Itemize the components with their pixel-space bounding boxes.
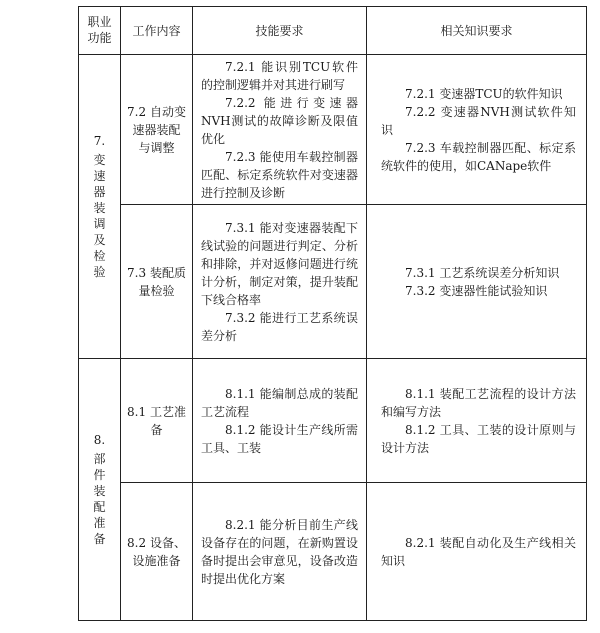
header-skill: 技能要求 [193, 7, 367, 55]
knowledge-item: 7.2.2 变速器NVH测试软件知识 [381, 104, 576, 137]
skill-cell [193, 359, 367, 483]
work-cell: 7.3 装配质量检验 [121, 205, 193, 359]
knowledge-item: 8.1.2 工具、工装的设计原则与设计方法 [381, 422, 576, 455]
work-cell: 8.1 工艺准备 [121, 359, 193, 483]
skill-item: 8.1.2 能设计生产线所需工具、工装 [201, 422, 358, 455]
function-cell-7 [79, 55, 121, 359]
skill-item: 8.1.1 能编制总成的装配工艺流程 [201, 386, 358, 419]
function-name: 部件装配准备 [93, 452, 106, 546]
header-work: 工作内容 [121, 7, 193, 55]
function-number: 8. [93, 433, 106, 447]
table-row [79, 483, 587, 621]
knowledge-item: 7.2.1 变速器TCU的软件知识 [405, 86, 563, 101]
skill-item: 7.3.1 能对变速器装配下线试验的问题进行判定、分析和排除，并对返修问题进行统计分析，制定对策，提升装配下线合格率 [201, 220, 358, 307]
knowledge-cell [367, 359, 587, 483]
knowledge-item: 8.1.1 装配工艺流程的设计方法和编写方法 [381, 386, 576, 419]
competency-table [78, 6, 587, 621]
function-cell-8 [79, 359, 121, 621]
skill-item: 7.2.3 能使用车载控制器匹配、标定系统软件对变速器进行控制及诊断 [201, 149, 358, 200]
work-cell: 7.2 自动变速器装配与调整 [121, 55, 193, 205]
knowledge-item: 7.3.1 工艺系统误差分析知识 [405, 265, 560, 280]
knowledge-item: 7.3.2 变速器性能试验知识 [405, 283, 548, 298]
knowledge-cell [367, 483, 587, 621]
table-row [79, 55, 587, 205]
skill-item: 8.2.1 能分析目前生产线设备存在的问题，在新购置设备时提出会审意见，设备改造时提出优化方案 [201, 517, 358, 586]
skill-item: 7.2.2 能进行变速器NVH测试的故障诊断及限值优化 [201, 95, 358, 146]
header-row [79, 7, 587, 55]
table-row [79, 205, 587, 359]
knowledge-item: 8.2.1 装配自动化及生产线相关知识 [381, 535, 576, 568]
skill-item: 7.3.2 能进行工艺系统误差分析 [201, 310, 358, 343]
skill-cell [193, 55, 367, 205]
table-row [79, 359, 587, 483]
knowledge-item: 7.2.3 车载控制器匹配、标定系统软件的使用，如CANape软件 [381, 140, 576, 173]
header-function: 职业功能 [79, 7, 121, 55]
header-knowledge: 相关知识要求 [367, 7, 587, 55]
skill-cell [193, 205, 367, 359]
work-cell: 8.2 设备、设施准备 [121, 483, 193, 621]
knowledge-cell [367, 55, 587, 205]
function-name: 变速器装调及检验 [93, 153, 106, 279]
knowledge-cell [367, 205, 587, 359]
skill-item: 7.2.1 能识别TCU软件的控制逻辑并对其进行刷写 [201, 59, 358, 92]
skill-cell [193, 483, 367, 621]
function-number: 7. [93, 134, 106, 148]
